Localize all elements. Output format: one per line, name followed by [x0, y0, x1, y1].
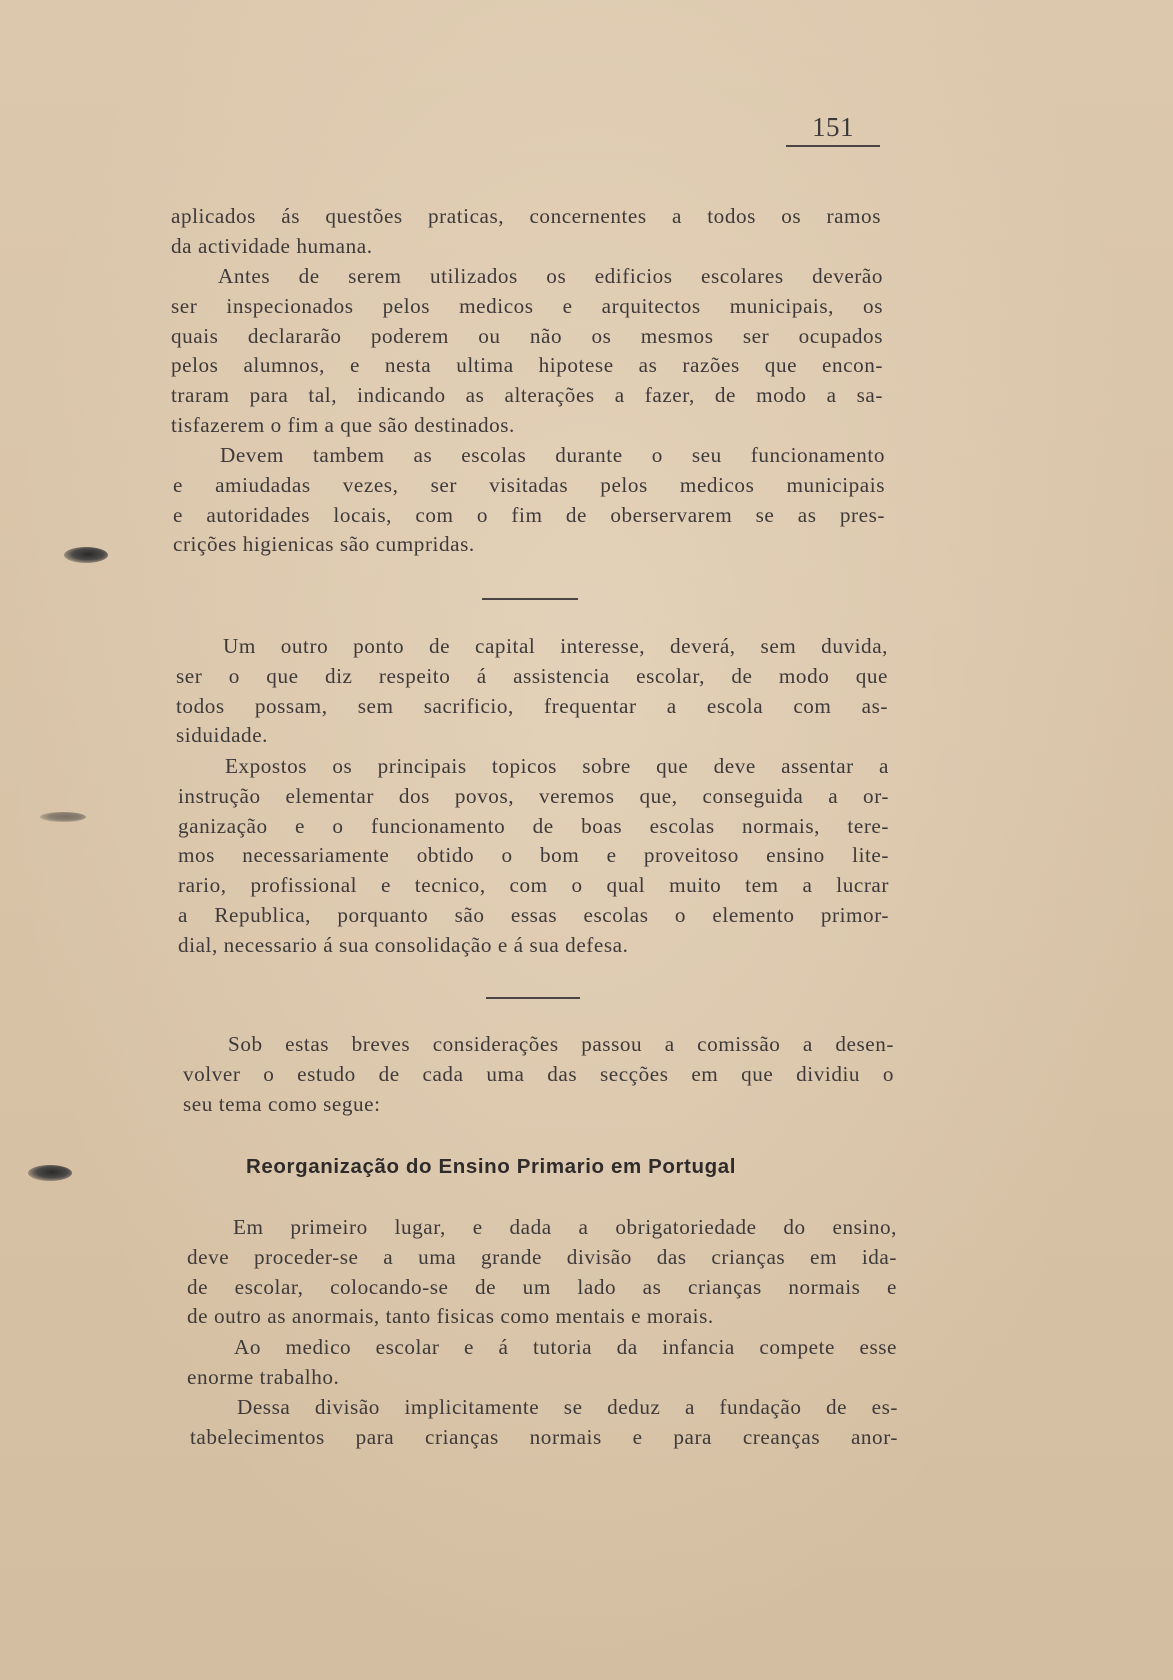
binding-hole-top [64, 547, 108, 563]
text-line: siduidade. [176, 723, 268, 748]
text-line: pelos alumnos, e nesta ultima hipotese as razões que encon- [171, 353, 883, 378]
paragraph-8 [187, 1333, 897, 1393]
paragraph-7 [187, 1213, 897, 1332]
text-line: dial, necessario á sua consolidação e á sua defesa. [178, 932, 629, 957]
text-line: de outro as anormais, tanto fisicas como mentais e morais. [187, 1304, 714, 1329]
text-line: Ao medico escolar e á tutoria da infancia compete esse [234, 1335, 897, 1359]
text-line: rario, profissional e tecnico, com o qual muito tem a lucrar [178, 873, 889, 898]
text-line: ganização e o funcionamento de boas escolas normais, tere- [178, 813, 889, 838]
text-line: Dessa divisão implicitamente se deduz a fundação de es- [237, 1395, 898, 1419]
text-line: e amiudadas vezes, ser visitadas pelos medicos municipais [173, 472, 885, 497]
page-number-underline [786, 145, 880, 147]
text-line: ser inspecionados pelos medicos e arquitectos municipais, os [171, 293, 883, 318]
text-line: traram para tal, indicando as alterações a fazer, de modo a sa- [171, 383, 883, 408]
text-line: de escolar, colocando-se de um lado as crianças normais e [187, 1274, 897, 1299]
text-line: crições higienicas são cumpridas. [173, 532, 475, 557]
text-line: e autoridades locais, com o fim de oberservarem se as pres- [173, 502, 885, 527]
text-line: Um outro ponto de capital interesse, deverá, sem duvida, [223, 634, 888, 658]
page-number: 151 [812, 112, 854, 142]
section-divider [486, 997, 580, 999]
section-heading: Reorganização do Ensino Primario em Portugal [246, 1155, 737, 1178]
text-line: enorme trabalho. [187, 1364, 340, 1389]
text-line: Em primeiro lugar, e dada a obrigatoriedade do ensino, [233, 1215, 897, 1239]
paragraph-9 [190, 1393, 898, 1453]
text-line: volver o estudo de cada uma das secções em que dividiu o [183, 1061, 894, 1086]
paragraph-5 [178, 752, 889, 961]
text-line: instrução elementar dos povos, veremos que, conseguida a or- [178, 783, 889, 808]
section-divider [482, 598, 578, 600]
text-line: mos necessariamente obtido o bom e proveitoso ensino lite- [178, 843, 889, 868]
text-line: a Republica, porquanto são essas escolas o elemento primor- [178, 902, 889, 927]
text-line: Devem tambem as escolas durante o seu funcionamento [220, 443, 885, 467]
binding-hole-middle [40, 812, 86, 822]
text-line: deve proceder-se a uma grande divisão das crianças em ida- [187, 1244, 897, 1269]
paragraph-3 [173, 441, 885, 560]
text-line: Expostos os principais topicos sobre que deve assentar a [225, 754, 889, 778]
text-line: quais declararão poderem ou não os mesmos ser ocupados [171, 323, 883, 348]
paragraph-4 [176, 632, 888, 751]
binding-hole-bottom [28, 1165, 72, 1181]
text-line: seu tema como segue: [183, 1091, 381, 1116]
text-line: todos possam, sem sacrificio, frequentar a escola com as- [176, 693, 888, 718]
text-line: Sob estas breves considerações passou a comissão a desen- [228, 1032, 894, 1056]
paragraph-6 [183, 1030, 894, 1119]
text-line: tisfazerem o fim a que são destinados. [171, 412, 515, 437]
paragraph-2 [171, 262, 883, 441]
text-line: Antes de serem utilizados os edificios escolares deverão [218, 264, 883, 288]
text-line: ser o que diz respeito á assistencia escolar, de modo que [176, 663, 888, 688]
text-line: aplicados ás questões praticas, concernentes a todos os ramos [171, 204, 881, 228]
text-line: tabelecimentos para crianças normais e para creanças anor- [190, 1424, 898, 1449]
paragraph-1 [171, 202, 881, 262]
text-line: da actividade humana. [171, 233, 373, 258]
